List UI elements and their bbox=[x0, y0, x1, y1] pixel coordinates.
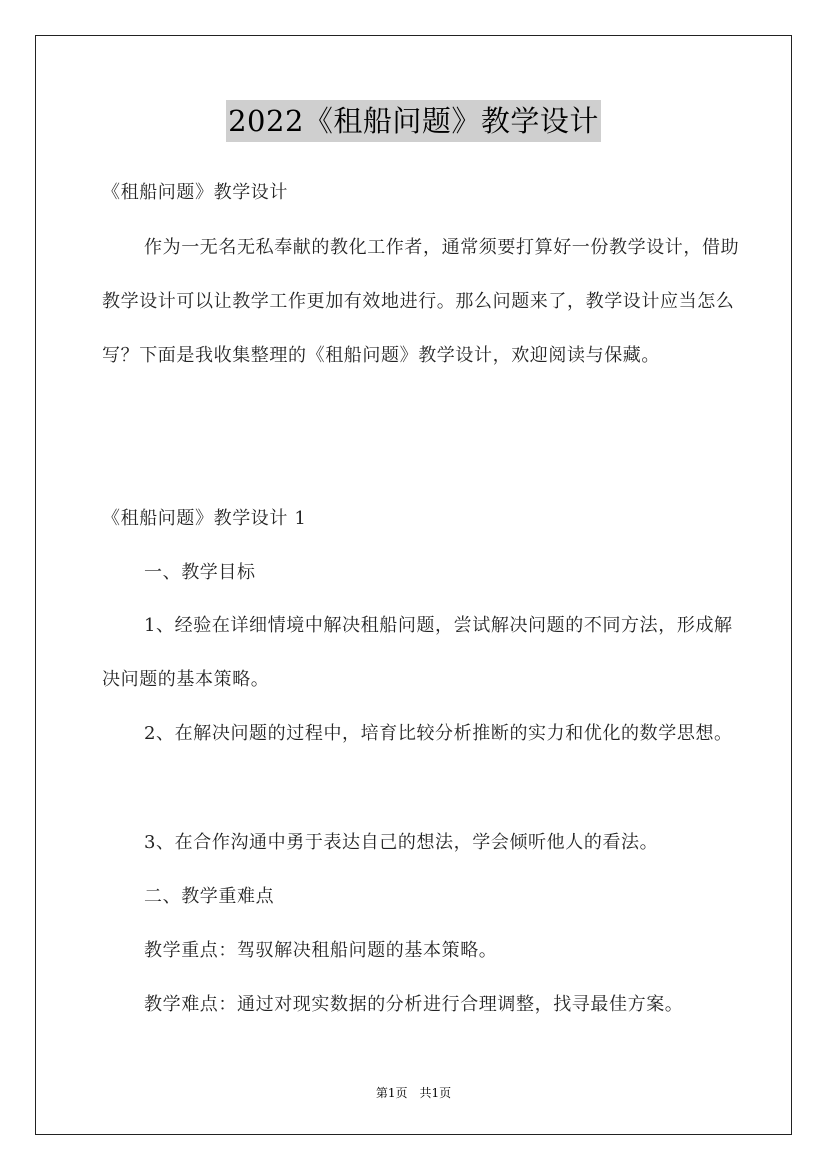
section-title: 《租船问题》教学设计 1 bbox=[102, 508, 307, 529]
goal-2: 2、在解决问题的过程中，培育比较分析推断的实力和优化的数学思想。 bbox=[144, 723, 733, 744]
document-title: 2022《租船问题》教学设计 bbox=[226, 100, 601, 142]
key-point: 教学重点：驾驭解决租船问题的基本策略。 bbox=[144, 940, 498, 961]
page-footer: 第1页 共1页 bbox=[375, 1086, 452, 1100]
difficult-point: 教学难点：通过对现实数据的分析进行合理调整，找寻最佳方案。 bbox=[144, 994, 684, 1015]
document-title-block bbox=[0, 100, 827, 142]
heading-key-points: 二、教学重难点 bbox=[144, 886, 275, 907]
intro-paragraph: 作为一无名无私奉献的教化工作者，通常须要打算好一份教学设计，借助教学设计可以让教学工作更加有效地进行。那么问题来了，教学设计应当怎么写？下面是我收集整理的《租船问题》教学设计，欢迎阅读与保藏。 bbox=[102, 237, 740, 366]
subtitle: 《租船问题》教学设计 bbox=[102, 182, 288, 203]
heading-teaching-goals: 一、教学目标 bbox=[144, 562, 256, 583]
goal-1: 1、经验在详细情境中解决租船问题，尝试解决问题的不同方法，形成解决问题的基本策略。 bbox=[102, 615, 733, 690]
goal-3: 3、在合作沟通中勇于表达自己的想法，学会倾听他人的看法。 bbox=[144, 832, 659, 853]
